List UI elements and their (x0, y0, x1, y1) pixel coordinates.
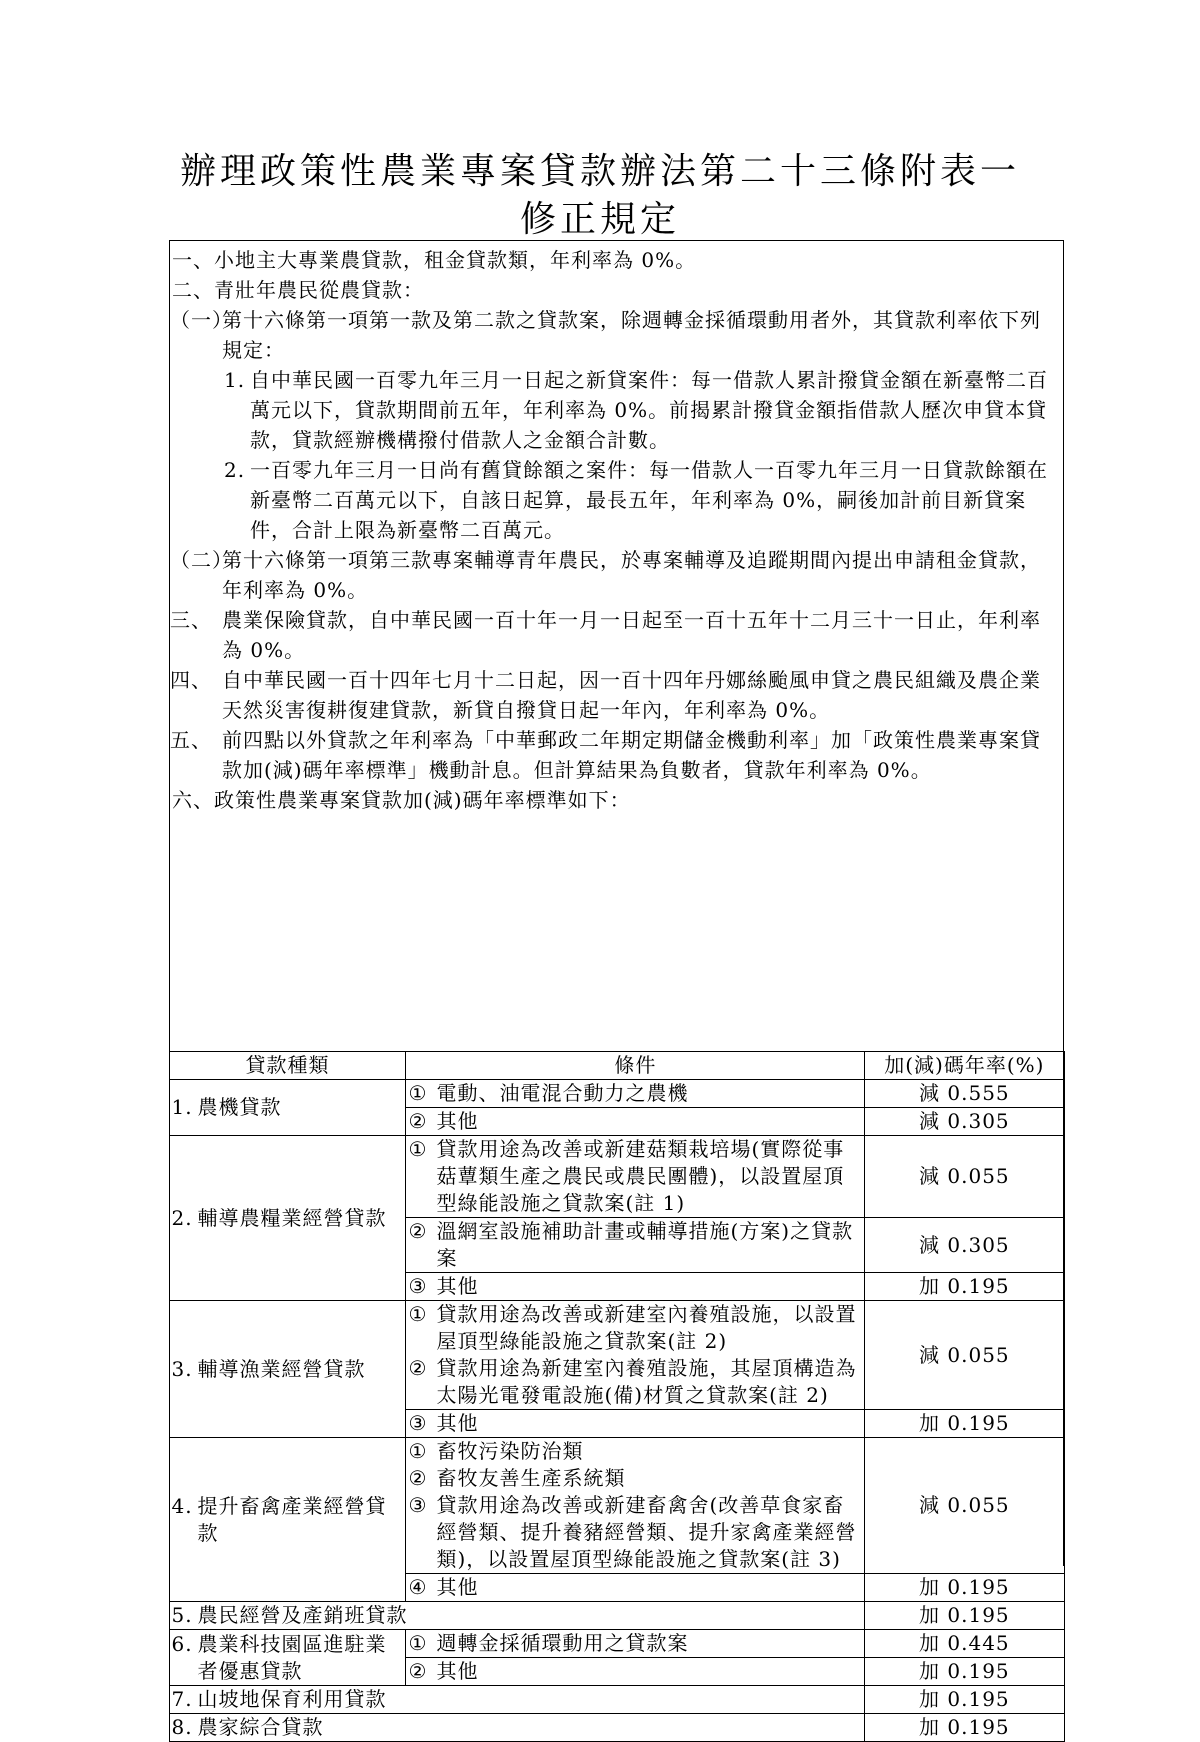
loan-type-name: 山坡地保育利用貸款 (197, 1687, 387, 1711)
loan-type-cell (169, 1602, 865, 1630)
rate-cell: 減 0.305 (865, 1108, 1064, 1136)
condition-item (408, 1273, 862, 1300)
condition-text: 貸款用途為改善或新建菇類栽培場(實際從事菇蕈類生產之農民或農民團體)，以設置屋頂型綠能設施之貸款案(註 1) (436, 1137, 845, 1215)
provision-clause: 2. 一百零九年三月一日尚有舊貸餘額之案件：每一借款人一百零九年三月一日貸款餘額在新臺幣二百萬元以下，自該日起算，最長五年，年利率為 0%，嗣後加計前目新貸案件，合計上限為新臺幣二百萬元。 (224, 458, 1048, 542)
rate-cell: 加 0.195 (865, 1273, 1064, 1301)
condition-cell (406, 1301, 865, 1410)
condition-number: ① (408, 1302, 428, 1326)
loan-type-cell (169, 1080, 406, 1136)
condition-item (408, 1492, 862, 1573)
rate-cell: 減 0.305 (865, 1218, 1064, 1273)
condition-cell (406, 1218, 865, 1273)
condition-text: 貸款用途為改善或新建畜禽舍(改善草食家畜經營類、提升養豬經營類、提升家禽產業經營類)，以設置屋頂型綠能設施之貸款案(註 3) (436, 1493, 857, 1571)
condition-cell (406, 1136, 865, 1218)
table-row (169, 1438, 1064, 1574)
rate-cell: 加 0.195 (865, 1686, 1064, 1714)
loan-type-cell (169, 1714, 865, 1742)
loan-type-name: 提升畜禽產業經營貸款 (197, 1493, 387, 1545)
condition-text: 其他 (436, 1659, 479, 1683)
condition-number: ③ (408, 1274, 428, 1298)
condition-item (408, 1355, 862, 1409)
loan-type-name: 輔導漁業經營貸款 (197, 1356, 366, 1381)
condition-number: ① (408, 1439, 428, 1463)
table-row (169, 1602, 1064, 1630)
provision-item: 五、 前四點以外貸款之年利率為「中華郵政二年期定期儲金機動利率」加「政策性農業專案貸款加(減)碼年率標準」機動計息。但計算結果為負數者，貸款年利率為 0%。 (170, 728, 1041, 782)
condition-number: ① (408, 1081, 428, 1105)
condition-number: ② (408, 1219, 428, 1243)
loan-type-name: 農機貸款 (197, 1095, 282, 1119)
condition-item (408, 1465, 862, 1492)
loan-type-number: 6. (171, 1631, 193, 1656)
rate-table (169, 1051, 1065, 1742)
condition-cell (406, 1410, 865, 1438)
condition-item (408, 1136, 862, 1217)
loan-type-cell (169, 1630, 406, 1686)
provision-item: 一、小地主大專業農貸款，租金貸款類，年利率為 0%。 (172, 248, 697, 272)
table-row (169, 1136, 1064, 1218)
rate-cell: 加 0.195 (865, 1714, 1064, 1742)
condition-text: 電動、油電混合動力之農機 (436, 1081, 689, 1105)
condition-text: 週轉金採循環動用之貸款案 (436, 1631, 689, 1655)
condition-item (408, 1630, 862, 1657)
condition-item (408, 1080, 862, 1107)
condition-cell (406, 1080, 865, 1108)
provision-item: 四、 自中華民國一百十四年七月十二日起，因一百十四年丹娜絲颱風申貸之農民組織及農企業天然災害復耕復建貸款，新貸自撥貸日起一年內，年利率為 0%。 (170, 668, 1041, 722)
condition-item (408, 1301, 862, 1355)
condition-number: ② (408, 1659, 428, 1683)
provision-item: 二、青壯年農民從農貸款： (172, 278, 424, 302)
condition-item (408, 1218, 862, 1272)
condition-text: 其他 (436, 1109, 479, 1133)
condition-text: 其他 (436, 1274, 479, 1298)
loan-type-cell (169, 1438, 406, 1602)
condition-cell (406, 1658, 865, 1686)
loan-type-cell (169, 1686, 865, 1714)
rate-cell: 加 0.195 (865, 1410, 1064, 1438)
table-row (169, 1301, 1064, 1410)
condition-text: 其他 (436, 1575, 479, 1599)
condition-item (408, 1574, 862, 1601)
table-row (169, 1686, 1064, 1714)
condition-cell (406, 1108, 865, 1136)
condition-text: 貸款用途為新建室內養殖設施，其屋頂構造為太陽光電發電設施(備)材質之貸款案(註 2) (436, 1356, 857, 1407)
condition-number: ② (408, 1356, 428, 1380)
rate-cell: 加 0.445 (865, 1630, 1064, 1658)
provisions-text (170, 245, 1063, 815)
rate-cell: 減 0.055 (865, 1301, 1064, 1410)
condition-number: ① (408, 1137, 428, 1161)
loan-type-cell (169, 1136, 406, 1301)
document-subtitle: 修正規定 (519, 199, 680, 240)
loan-type-cell (169, 1301, 406, 1438)
condition-item (408, 1410, 862, 1437)
provision-subitem: （二） 第十六條第一項第三款專案輔導青年農民，於專案輔導及追蹤期間內提出申請租金貸款，年利率為 0%。 (170, 548, 1041, 602)
condition-cell (406, 1574, 865, 1602)
loan-type-number: 5. (171, 1603, 193, 1627)
condition-number: ④ (408, 1575, 428, 1599)
provision-item: 六、政策性農業專案貸款加(減)碼年率標準如下： (172, 788, 631, 812)
condition-cell (406, 1273, 865, 1301)
table-row (169, 1080, 1064, 1108)
condition-number: ② (408, 1466, 428, 1490)
condition-number: ③ (408, 1411, 428, 1435)
rate-cell: 加 0.195 (865, 1574, 1064, 1602)
condition-text: 畜牧污染防治類 (436, 1439, 584, 1463)
condition-text: 溫網室設施補助計畫或輔導措施(方案)之貸款案 (436, 1219, 854, 1270)
loan-type-name: 農業科技園區進駐業者優惠貸款 (197, 1631, 387, 1683)
condition-cell (406, 1438, 865, 1574)
provision-clause: 1. 自中華民國一百零九年三月一日起之新貸案件：每一借款人累計撥貸金額在新臺幣二百萬元以下，貸款期間前五年，年利率為 0%。前揭累計撥貸金額指借款人歷次申貸本貸款，貸款經辦機構撥付借款人之金額合計數。 (224, 368, 1048, 452)
condition-item (408, 1658, 862, 1685)
condition-number: ② (408, 1109, 428, 1133)
loan-type-number: 8. (171, 1715, 193, 1739)
loan-type-number: 7. (171, 1687, 193, 1711)
rate-cell: 加 0.195 (865, 1602, 1064, 1630)
table-header-row (169, 1052, 1064, 1080)
loan-type-name: 農家綜合貸款 (197, 1715, 324, 1739)
condition-number: ① (408, 1631, 428, 1655)
loan-type-number: 4. (171, 1493, 193, 1518)
rate-cell: 減 0.555 (865, 1080, 1064, 1108)
content-frame (169, 240, 1064, 1739)
condition-item (408, 1108, 862, 1135)
loan-type-number: 3. (171, 1356, 193, 1381)
provision-item: 三、 農業保險貸款，自中華民國一百十年一月一日起至一百十五年十二月三十一日止，年利率為 0%。 (170, 608, 1041, 662)
condition-item (408, 1438, 862, 1465)
condition-text: 畜牧友善生產系統類 (436, 1466, 626, 1490)
condition-cell (406, 1630, 865, 1658)
rate-cell: 加 0.195 (865, 1658, 1064, 1686)
document-title: 辦理政策性農業專案貸款辦法第二十三條附表一 (179, 151, 1020, 192)
header-loan-type: 貸款種類 (169, 1052, 406, 1080)
loan-type-number: 1. (171, 1095, 193, 1119)
condition-text: 其他 (436, 1411, 479, 1435)
provision-subitem: （一） 第十六條第一項第一款及第二款之貸款案，除週轉金採循環動用者外，其貸款利率依下列規定： (170, 308, 1041, 362)
rate-cell: 減 0.055 (865, 1136, 1064, 1218)
condition-number: ③ (408, 1493, 428, 1517)
loan-type-number: 2. (171, 1205, 193, 1230)
header-conditions: 條件 (406, 1052, 865, 1080)
table-row (169, 1630, 1064, 1658)
header-rate: 加(減)碼年率(%) (865, 1052, 1064, 1080)
rate-cell: 減 0.055 (865, 1438, 1064, 1574)
loan-type-name: 農民經營及產銷班貸款 (197, 1603, 408, 1627)
loan-type-name: 輔導農糧業經營貸款 (197, 1205, 387, 1230)
table-row (169, 1714, 1064, 1742)
condition-text: 貸款用途為改善或新建室內養殖設施，以設置屋頂型綠能設施之貸款案(註 2) (436, 1302, 857, 1353)
